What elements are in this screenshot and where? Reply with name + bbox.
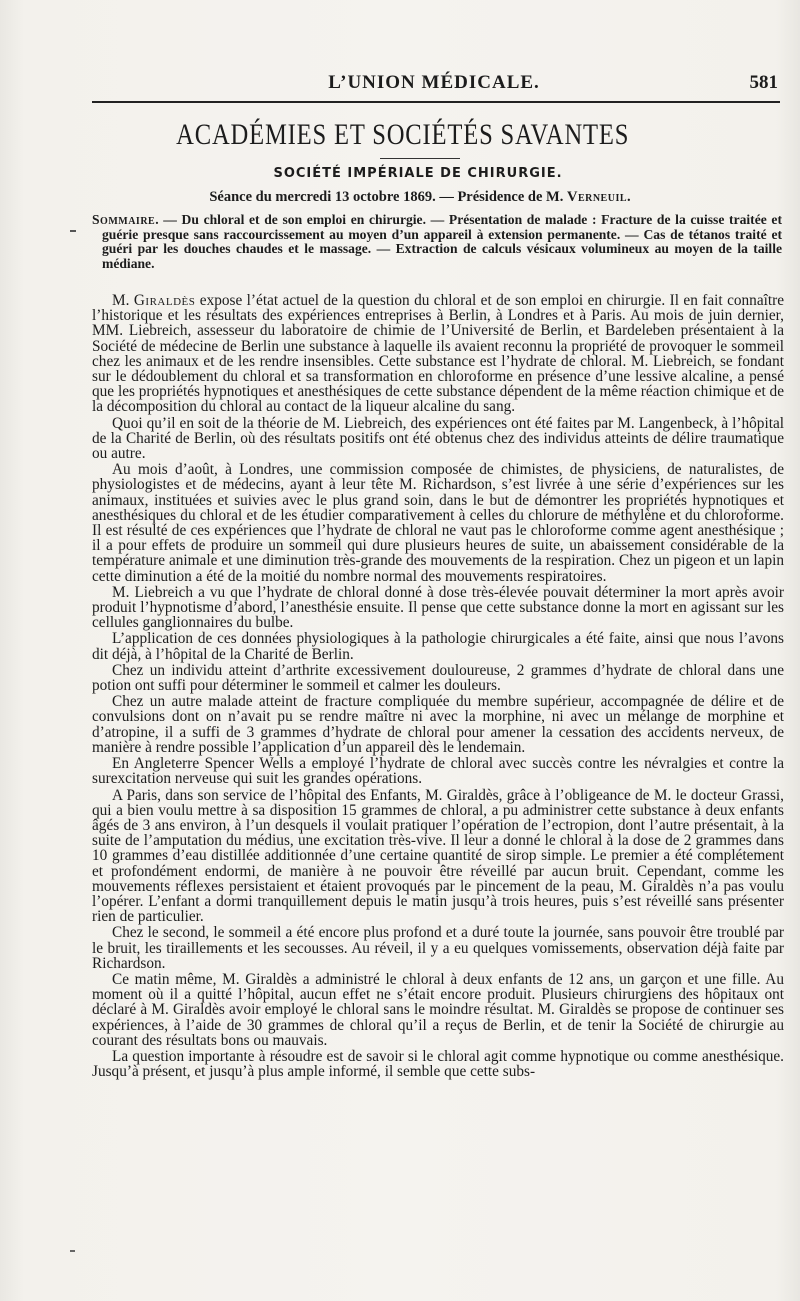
running-title: L’UNION MÉDICALE. [328, 72, 540, 93]
paragraph-text: Chez un autre malade atteint de fracture compliquée du membre supérieur, accompagnée de délire et de convulsions dont on n’avait pu se rendre maître ni avec la morphine, ni avec un mélange de morphine et d’atropine, il a suffi de 3 grammes d’hydrate de chloral pour amener la cessation des accidents nerveux, de manière à rendre possible l’application d’un appareil dès le lendemain. [92, 693, 784, 756]
summary [92, 213, 782, 271]
session-suffix: . [627, 189, 631, 205]
margin-mark [70, 1250, 75, 1252]
paragraph [92, 694, 784, 755]
paragraph-text: Chez le second, le sommeil a été encore plus profond et a duré toute la journée, sans pouvoir être troublé par le bruit, les tiraillements et les secousses. Au réveil, il y a eu quelques vomissements, observation déjà faite par Richardson. [92, 924, 784, 972]
article-body [92, 293, 784, 1079]
paragraph [92, 788, 784, 925]
section-title: ACADÉMIES ET SOCIÉTÉS SAVANTES [176, 118, 630, 151]
paragraph-text: Chez un individu atteint d’arthrite excessivement douloureuse, 2 grammes d’hydrate de chloral dans une potion ont suffi pour déterminer le sommeil et calmer les douleurs. [92, 661, 784, 695]
summary-label: Sommaire [92, 212, 156, 227]
paragraph [92, 293, 784, 415]
paragraph-lead: M. [112, 292, 134, 309]
paragraph-text: La question importante à résoudre est de savoir si le chloral agit comme hypnotique ou comme anesthésique. Jusqu’à présent, et jusqu’à plus ample informé, il semble que cette subs- [92, 1047, 784, 1081]
session-line [0, 189, 800, 206]
title-rule [380, 158, 460, 159]
margin-mark [70, 230, 76, 232]
speaker-name: Giraldès [133, 292, 196, 309]
paragraph-text: En Angleterre Spencer Wells a employé l’hydrate de chloral avec succès contre les névralgies et contre la surexcitation nerveuse qui suit les grandes opérations. [92, 755, 784, 788]
paragraph-text: Quoi qu’il en soit de la théorie de M. Liebreich, des expériences ont été faites par M. Langenbeck, à l’hôpital de la Charité de Berlin, où des résultats positifs ont été obtenus chez des individus atteints de délire traumatique ou autre. [92, 414, 784, 463]
paragraph [92, 631, 784, 661]
paragraph [92, 416, 784, 462]
running-head [90, 72, 778, 98]
paragraph-text: Au mois d’août, à Londres, une commission composée de chimistes, de physiciens, de naturalistes, de physiologistes et de médecins, ayant à leur tête M. Richardson, s’est livrée à une série d’expériences sur les animaux, instituées et suivies avec le plus grand soin, dans le but de démontrer les propriétés hypnotiques et anesthésiques du chloral et de les étudier comparativement à celles du chlorure de méthylène et du chloroforme. Il est résulté de ces expériences que l’hydrate de chloral ne vaut pas le chloroforme comme agent anesthésique ; il a pour effets de produire un sommeil qui dure plusieurs heures de suite, un abaissement considérable de la température animale et une diminution très-grande des mouvements de la respiration. Chez un pigeon et un lapin cette diminution a été de la moitié du nombre normal des mouvements respiratoires. [92, 461, 784, 585]
paragraph-text: expose l’état actuel de la question du chloral et de son emploi en chirurgie. Il en fait connaître l’historique et les résultats des expériences entreprises à Berlin, à Londres et à Paris. Au mois de juin dernier, MM. Liebreich, assesseur du laboratoire de chimie de l’Université de Berlin, et Bardeleben présentaient à la Société de médecine de Berlin une substance à laquelle ils avaient reconnu la propriété de provoquer le sommeil chez les animaux et de les rendre insensibles. Cette substance est l’hydrate de chloral. M. Liebreich, se fondant sur le dédoublement du chloral et sa transformation en chloroforme en présence d’une lessive alcaline, a pensé que les propriétés hypnotiques et anesthésiques de cette substance dépendent de la même réaction chimique et de la décomposition du chloral au contact de la liqueur alcaline du sang. [92, 292, 784, 416]
paragraph-text: L’application de ces données physiologiques à la pathologie chirurgicales a été faite, ainsi que nous l’avons dit déjà, à l’hôpital de la Charité de Berlin. [92, 630, 784, 663]
header-rule [92, 101, 780, 103]
page-number: 581 [749, 72, 778, 93]
summary-text: . — Du chloral et de son emploi en chirurgie. — Présentation de malade : Fracture de la cuisse traitée et guérie presque sans raccourcissement au moyen d’un appareil à extension permanente. — Cas de tétanos traité et guéri par les douches chaudes et le massage. — Extraction de calculs vésicaux volumineux au moyen de la taille médiane. [102, 212, 782, 271]
paragraph-text: A Paris, dans son service de l’hôpital des Enfants, M. Giraldès, grâce à l’obligeance de M. le docteur Grassi, qui a bien voulu mettre à sa disposition 15 grammes de chloral, a pu administrer cette substance à deux enfants âgés de 3 ans environ, à l’un desquels il voulait pratiquer l’opération de l’ectropion, dont l’autre présentait, à la suite de l’amputation du médius, une excitation très-vive. Il leur a donné le chloral à la dose de 2 grammes dans 10 grammes d’eau distillée additionnée d’une certaine quantité de sirop simple. Le premier a été complétement et profondément endormi, de manière à ne pouvoir être réveillé par aucun bruit. Cependant, comme les mouvements réflexes persistaient et étaient provoqués par le pincement de la peau, M. Giraldès n’a pas voulu l’opérer. L’enfant a dormi tranquillement depuis le matin jusqu’à trois heures, puis s’est réveillé sans présenter rien de particulier. [92, 786, 784, 926]
paragraph [92, 925, 784, 971]
paragraph [92, 1049, 784, 1079]
president-name: Verneuil [566, 189, 628, 205]
paragraph [92, 756, 784, 786]
paragraph-text: Ce matin même, M. Giraldès a administré le chloral à deux enfants de 12 ans, un garçon et une fille. Au moment où il a quitté l’hôpital, aucun effet ne s’était encore produit. Plusieurs chirurgiens des hôpitaux ont déclaré à M. Giraldès avoir employé le chloral sans le moindre résultat. M. Giraldès se propose de continuer ses expériences, à l’aide de 30 grammes de chloral qu’il a reçus de Berlin, et de tenir la Société de chirurgie au courant des résultats bons ou mauvais. [92, 970, 784, 1049]
session-prefix: Séance du mercredi 13 octobre 1869. — Présidence de M. [209, 189, 567, 205]
paragraph [92, 663, 784, 693]
society-name: SOCIÉTÉ IMPÉRIALE DE CHIRURGIE. [273, 166, 563, 181]
paragraph-text: M. Liebreich a vu que l’hydrate de chloral donné à dose très-élevée pouvait déterminer la mort après avoir produit l’hypnotisme d’abord, l’anesthésie ensuite. Il pense que cette substance donne la mort en agissant sur les cellules ganglionnaires du bulbe. [92, 583, 784, 632]
paragraph [92, 462, 784, 584]
paragraph [92, 972, 784, 1048]
paragraph [92, 585, 784, 631]
